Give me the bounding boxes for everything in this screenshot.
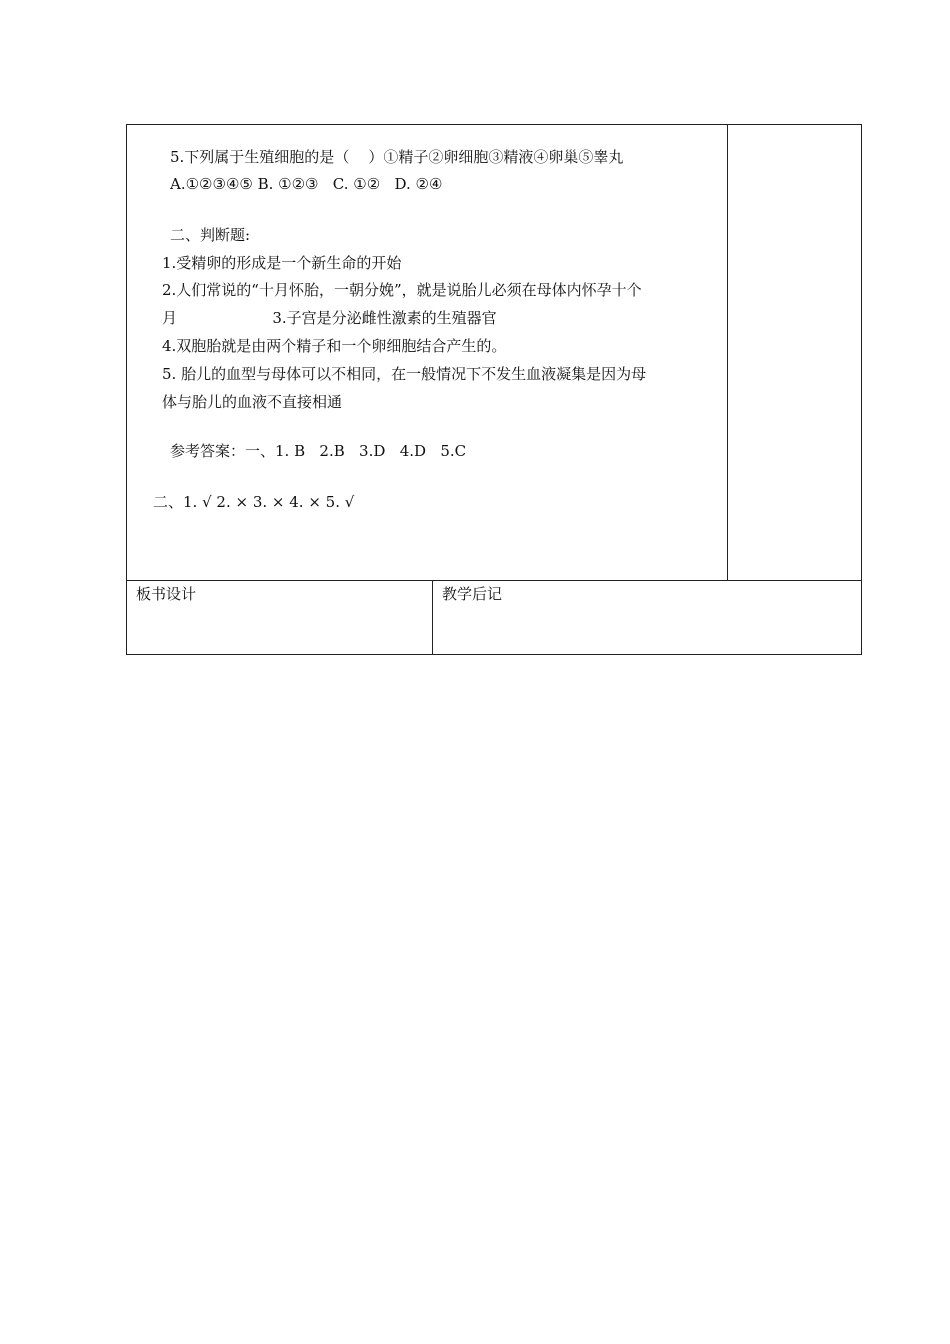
question-5-stem: 5.下列属于生殖细胞的是（ ）①精子②卵细胞③精液④卵巢⑤睾丸 xyxy=(170,148,624,166)
judgment-item: 月 3.子宫是分泌雌性激素的生殖器官 xyxy=(162,309,497,327)
answer-key-part2: 二、1. √ 2. × 3. × 4. × 5. √ xyxy=(153,493,355,511)
judgment-item: 4.双胞胎就是由两个精子和一个卵细胞结合产生的。 xyxy=(162,337,507,355)
question-5-options: A.①②③④⑤ B. ①②③ C. ①② D. ②④ xyxy=(170,175,443,193)
judgment-item: 体与胎儿的血液不直接相通 xyxy=(162,393,343,411)
teaching-notes-label: 教学后记 xyxy=(442,585,503,603)
right-column-divider xyxy=(727,124,728,581)
judgment-heading: 二、判断题: xyxy=(170,226,251,244)
answer-key-part1: 参考答案：一、1. B 2.B 3.D 4.D 5.C xyxy=(170,442,467,460)
judgment-item: 2.人们常说的“十月怀胎，一朝分娩”，就是说胎儿必须在母体内怀孕十个 xyxy=(162,281,642,299)
board-design-label: 板书设计 xyxy=(136,585,197,603)
judgment-item: 5. 胎儿的血型与母体可以不相同，在一般情况下不发生血液凝集是因为母 xyxy=(162,365,647,383)
judgment-item: 1.受精卵的形成是一个新生命的开始 xyxy=(162,254,402,272)
footer-divider xyxy=(432,580,433,655)
